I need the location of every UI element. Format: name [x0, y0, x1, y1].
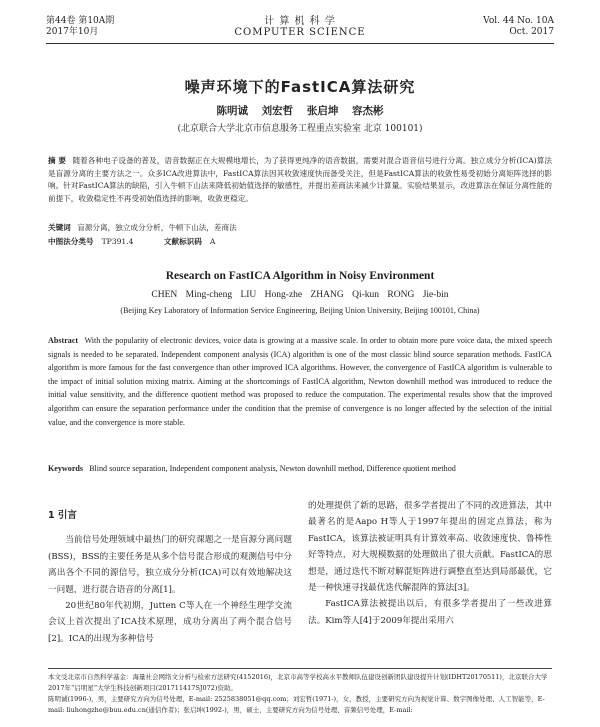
- keywords-text-en: Blind source separation, Independent component analysis, Newton downhill method, Difference quotient method: [89, 464, 456, 473]
- abstract-cn: [48, 155, 552, 205]
- abstract-label-cn: 摘 要: [48, 156, 67, 165]
- publication-date: 2017年10月: [46, 27, 99, 37]
- keywords-label-cn: 关键词: [48, 223, 71, 232]
- running-header: [46, 14, 554, 44]
- abstract-text-en: With the popularity of electronic devices, voice data is growing at a massive scale. In order to obtain more pure voice data, the mixed speech signals is needed to be separated. Independent component analysis (ICA) algorithm is one of the most classic blind source separation methods. FastICA algorithm is more famous for the fast convergence than other improved ICA algorithms. However, the convergence of FastICA algorithm is vulnerable to the impact of initial solution mixing matrix. Aiming at the shortcomings of FastICA algorithm, Newton downhill method was introduced to reduce the initial value sensitivity, and the difference quotient method was proposed to reduce the computation. The experimental results show that the improved algorithm can ensure the separation performance under the condition that the premise of convergence is no longer affected by the selection of the initial value, and the convergence is more stable.: [48, 336, 552, 427]
- journal-volume-info-en: [483, 16, 554, 38]
- journal-name-en: COMPUTER SCIENCE: [234, 27, 366, 38]
- body-paragraph: FastICA算法被提出以后，有很多学者提出了一些改进算法。Kim等人[4]于2009年提出采用六: [308, 599, 552, 626]
- affiliation-en: (Beijing Key Laboratory of Information Service Engineering, Beijing Union University, Beijing 100101, China): [120, 306, 480, 315]
- body-paragraph: 当前信号处理领域中最热门的研究课题之一是盲源分离问题(BSS)，BSS的主要任务是从多个信号混合形成的观测信号中分离出各个不同的源信号，独立成分分析(ICA)可以有效地解决这一问题，进行混合语音的分离[1]。: [48, 535, 292, 595]
- journal-name: [46, 16, 554, 38]
- body-column-right: [308, 498, 552, 629]
- paper-title-en: Research on FastICA Algorithm in Noisy Environment: [165, 270, 435, 282]
- author-list-cn: 陈明诚 刘宏哲 张启坤 容杰彬: [216, 105, 384, 117]
- paper-title-cn: 噪声环境下的FastICA算法研究: [184, 78, 416, 96]
- footnote-authors: 陈明诚(1996-)，男，主要研究方向为信号处理，E-mail: 2525838051@qq.com；刘宏哲(1971-)，女，教授，主要研究方向为视觉计算、数字图像处理、人工智能等，E-mail: liuhongzhe@buu.edu.cn(通信作者)；张启坤(1992-)，男，硕士，主要研究方向为信号处理、音频信号处理，E-mail:: [48, 695, 545, 714]
- class-number-value: TP391.4: [101, 237, 134, 246]
- journal-name-cn: 计 算 机 科 学: [264, 16, 336, 27]
- classification-line: [48, 236, 552, 248]
- keywords-label-en: Keywords: [48, 464, 84, 473]
- document-code-value: A: [209, 237, 216, 246]
- affiliation-cn: (北京联合大学北京市信息服务工程重点实验室 北京 100101): [177, 124, 423, 134]
- volume-issue-en: Vol. 44 No. 10A: [483, 16, 554, 26]
- author-list-en: CHEN Ming-cheng LIU Hong-zhe ZHANG Qi-kun RONG Jie-bin: [151, 290, 449, 300]
- class-number-label: 中图法分类号: [48, 237, 94, 246]
- publication-date-en: Oct. 2017: [509, 27, 554, 37]
- abstract-text-cn: 随着各种电子设备的普及，语音数据正在大规模地增长，为了获得更纯净的语音数据，需要对混合语音信号进行分离。独立成分分析(ICA)算法是盲源分离的主要方法之一。众多ICA改进算法中，FastICA算法因其收敛速度快而备受关注，但是FastICA算法的收敛性易受初始分离矩阵选择的影响。针对FastICA算法的缺陷，引入牛顿下山法来降低初始值选择的敏感性，并提出差商法来减少计算量。实验结果显示，改进算法在保证分离性能的前提下，收敛稳定性不再受初始值选择的影响，收敛更稳定。: [48, 156, 552, 203]
- footnote-funding: 本文受北京市自然科学基金：海量社会网络文分析与检索方法研究(4152016)，北京市高等学校高水平教师队伍建设创新团队建设提升计划(IDHT20170511)，北京联合大学2017年“启明星”大学生科技创新项目(201711417SJ072)资助。: [48, 673, 548, 692]
- document-code-label: 文献标识码: [163, 237, 202, 246]
- abstract-en: [48, 334, 552, 429]
- body-paragraph: 的处理提供了新的思路，很多学者提出了不同的改进算法，其中最著名的是Aapo H等人于1997年提出的固定点算法，称为FastICA，该算法被证明具有计算效率高、收敛速度快、鲁棒性好等特点，对大规模数据的处理做出了很大贡献。FastICA的思想是，通过迭代不断对解混矩阵进行调整直至达到局部最优，它是一种快速寻找最优迭代解混阵的算法[3]。: [308, 501, 552, 594]
- body-column-left: [48, 498, 292, 647]
- abstract-label-en: Abstract: [48, 336, 79, 345]
- footnote: [48, 668, 552, 716]
- keywords-text-cn: 盲源分离，独立成分分析，牛顿下山法，差商法: [77, 223, 237, 232]
- volume-issue: 第44卷 第10A期: [46, 16, 115, 26]
- keywords-en: [48, 462, 552, 475]
- section-heading-introduction: 1 引言: [48, 510, 77, 521]
- keywords-cn: [48, 222, 552, 234]
- body-paragraph: 20世纪80年代初期，Jutten C等人在一个神经生理学交流会议上首次提出了ICA技术原理，成功分离出了两个混合信号[2]。ICA的出现为多种信号: [48, 601, 292, 644]
